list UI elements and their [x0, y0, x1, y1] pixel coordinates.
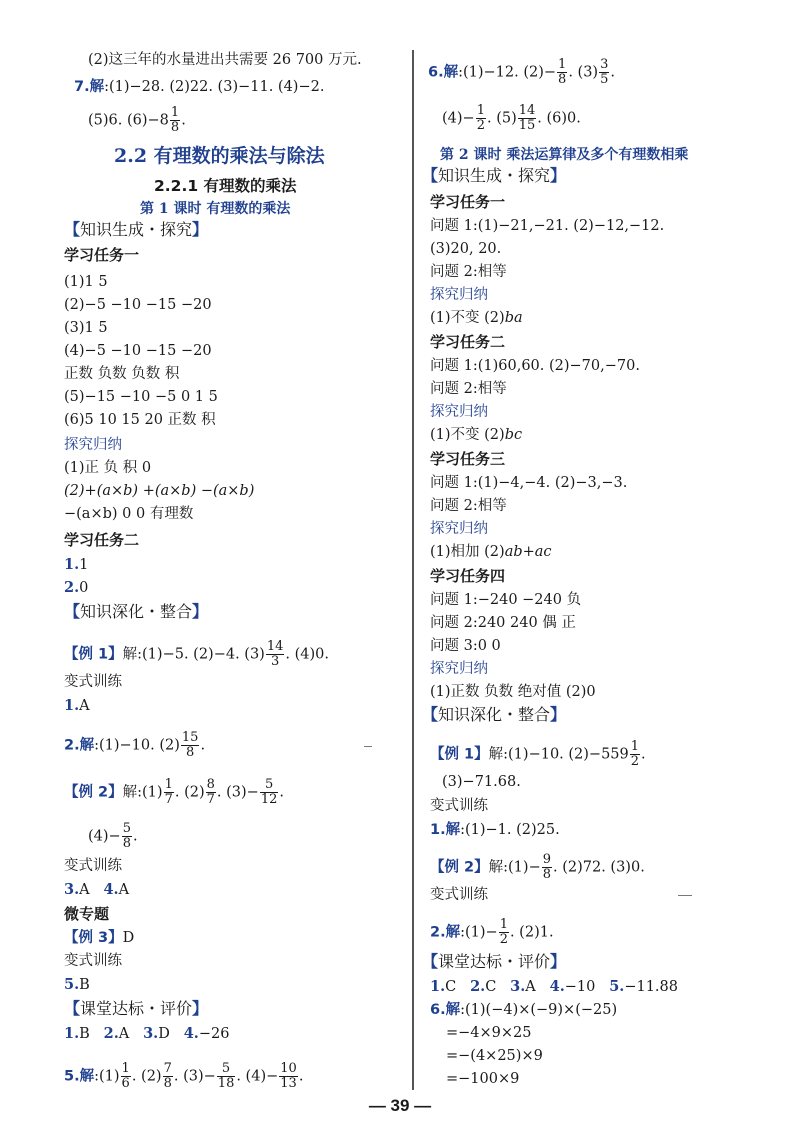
example-1-cont: (3)−71.68.: [442, 774, 521, 790]
task-line: 问题 1:−240 −240 负: [430, 592, 582, 608]
answer-items: 3.A 4.A: [64, 881, 130, 898]
task-line: 问题 1:(1)−4,−4. (2)−3,−3.: [430, 475, 628, 491]
variant-label: 变式训练: [430, 798, 488, 814]
answer-item: 1.A: [64, 697, 90, 714]
task-line: 问题 2:240 240 偶 正: [430, 615, 576, 631]
summary-line: (1)不变 (2)ba: [430, 310, 523, 326]
answer-item: 1.1: [64, 556, 89, 573]
variant-1: 1.解:(1)−1. (2)25.: [430, 822, 560, 838]
answer-7-cont: (5)6. (6)−8 $\frac{1}{8}$ .: [88, 105, 186, 135]
answer-6: 6.解:(1)(−4)×(−9)×(−25): [430, 1002, 618, 1018]
task-line: 问题 3:0 0: [430, 638, 501, 654]
example-1: 【例 1】解:(1)−10. (2)−559 $\frac{1}{2}$ .: [430, 739, 646, 769]
task-line: 问题 1:(1)60,60. (2)−70,−70.: [430, 358, 640, 374]
variant-2: 2.解:(1)−10. (2) $\frac{15}{8}$ .: [64, 730, 206, 760]
calc-step: =−4×9×25: [446, 1025, 532, 1041]
example-2-cont: (4)− $\frac{5}{8}$ .: [88, 821, 138, 851]
summary-line: (1)正 负 积 0: [64, 460, 152, 476]
section-header-deepen: 【知识深化・整合】: [64, 602, 209, 621]
example-2: 【例 2】解:(1) $\frac{1}{7}$ . (2) $\frac{8}{7}$ . (3)− $\frac{5}{12}$ .: [64, 777, 284, 807]
variant-label: 变式训练: [64, 674, 122, 690]
variant-label: 变式训练: [430, 887, 488, 903]
micro-topic-title: 微专题: [64, 905, 110, 923]
answer-6-cont: (4)− $\frac{1}{2}$ . (5) $\frac{14}{15}$ . (6)0.: [442, 103, 581, 133]
section-header-explore: 【知识生成・探究】: [64, 220, 209, 239]
stray-mark: [364, 746, 372, 747]
section-header-assess: 【课堂达标・评价】: [64, 999, 209, 1018]
task-line: 问题 1:(1)−21,−21. (2)−12,−12.: [430, 218, 665, 234]
task-line: (6)5 10 15 20 正数 积: [64, 412, 216, 428]
task-line: (3)20, 20.: [430, 241, 502, 257]
example-3: 【例 3】D: [64, 930, 135, 946]
summary-line: (1)不变 (2)bc: [430, 427, 523, 443]
task-line: 问题 2:相等: [430, 498, 507, 514]
lesson-title: 第 2 课时 乘法运算律及多个有理数相乘: [440, 147, 689, 163]
summary-line: (1)相加 (2)ab+ac: [430, 544, 552, 560]
task-1-title: 学习任务一: [64, 246, 140, 264]
fraction: $\frac{1}{8}$: [170, 105, 180, 135]
summary-label: 探究归纳: [430, 287, 488, 303]
task-3-title: 学习任务三: [430, 450, 506, 468]
task-2-title: 学习任务二: [64, 531, 140, 549]
task-line: 问题 2:相等: [430, 264, 507, 280]
task-line: 问题 2:相等: [430, 381, 507, 397]
example-1: 【例 1】解:(1)−5. (2)−4. (3) $\frac{14}{3}$ . (4)0.: [64, 639, 329, 669]
answer-item: 2.0: [64, 579, 89, 596]
answer-7: 7.解:(1)−28. (2)22. (3)−11. (4)−2.: [74, 79, 325, 95]
summary-line: (1)正数 负数 绝对值 (2)0: [430, 684, 596, 700]
answer-line: (2)这三年的水量进出共需要 26 700 万元.: [88, 52, 362, 68]
task-line: 正数 负数 负数 积: [64, 366, 180, 382]
calc-step: =−(4×25)×9: [446, 1048, 543, 1064]
answer-5: 5.解:(1) $\frac{1}{6}$ . (2) $\frac{7}{8}$ . (3)− $\frac{5}{18}$ . (4)− $\frac{10}{13}$ .: [64, 1061, 304, 1091]
task-line: (3)1 5: [64, 320, 108, 336]
task-line: (5)−15 −10 −5 0 1 5: [64, 389, 218, 405]
answer-items: 1.B 2.A 3.D 4.−26: [64, 1025, 230, 1042]
variant-2: 2.解:(1)− $\frac{1}{2}$ . (2)1.: [430, 917, 554, 947]
summary-line: (2)+(a×b) +(a×b) −(a×b): [64, 483, 255, 499]
variant-label: 变式训练: [64, 953, 122, 969]
lesson-title: 第 1 课时 有理数的乘法: [140, 201, 291, 217]
subsection-title: 2.2.1 有理数的乘法: [154, 177, 297, 195]
stray-mark: [678, 895, 692, 896]
column-divider: [412, 50, 414, 1090]
summary-label: 探究归纳: [430, 661, 488, 677]
section-header-explore: 【知识生成・探究】: [422, 166, 567, 185]
task-line: (2)−5 −10 −15 −20: [64, 297, 212, 313]
answer-item: 5.B: [64, 976, 90, 993]
calc-step: =−100×9: [446, 1071, 520, 1087]
answer-6: 6.解:(1)−12. (2)− $\frac{1}{8}$ . (3) $\frac{3}{5}$ .: [428, 57, 615, 87]
section-title: 2.2 有理数的乘法与除法: [114, 145, 325, 167]
page-number: — 39 —: [368, 1096, 432, 1115]
task-line: (1)1 5: [64, 274, 108, 290]
task-line: (4)−5 −10 −15 −20: [64, 343, 212, 359]
answer-items: 1.C 2.C 3.A 4.−10 5.−11.88: [430, 978, 678, 995]
task-4-title: 学习任务四: [430, 567, 506, 585]
summary-label: 探究归纳: [64, 437, 122, 453]
variant-label: 变式训练: [64, 858, 122, 874]
example-2: 【例 2】解:(1)− $\frac{9}{8}$ . (2)72. (3)0.: [430, 852, 645, 882]
section-header-deepen: 【知识深化・整合】: [422, 705, 567, 724]
summary-label: 探究归纳: [430, 521, 488, 537]
summary-label: 探究归纳: [430, 404, 488, 420]
task-2-title: 学习任务二: [430, 333, 506, 351]
task-1-title: 学习任务一: [430, 193, 506, 211]
summary-line: −(a×b) 0 0 有理数: [64, 506, 194, 522]
section-header-assess: 【课堂达标・评价】: [422, 952, 567, 971]
